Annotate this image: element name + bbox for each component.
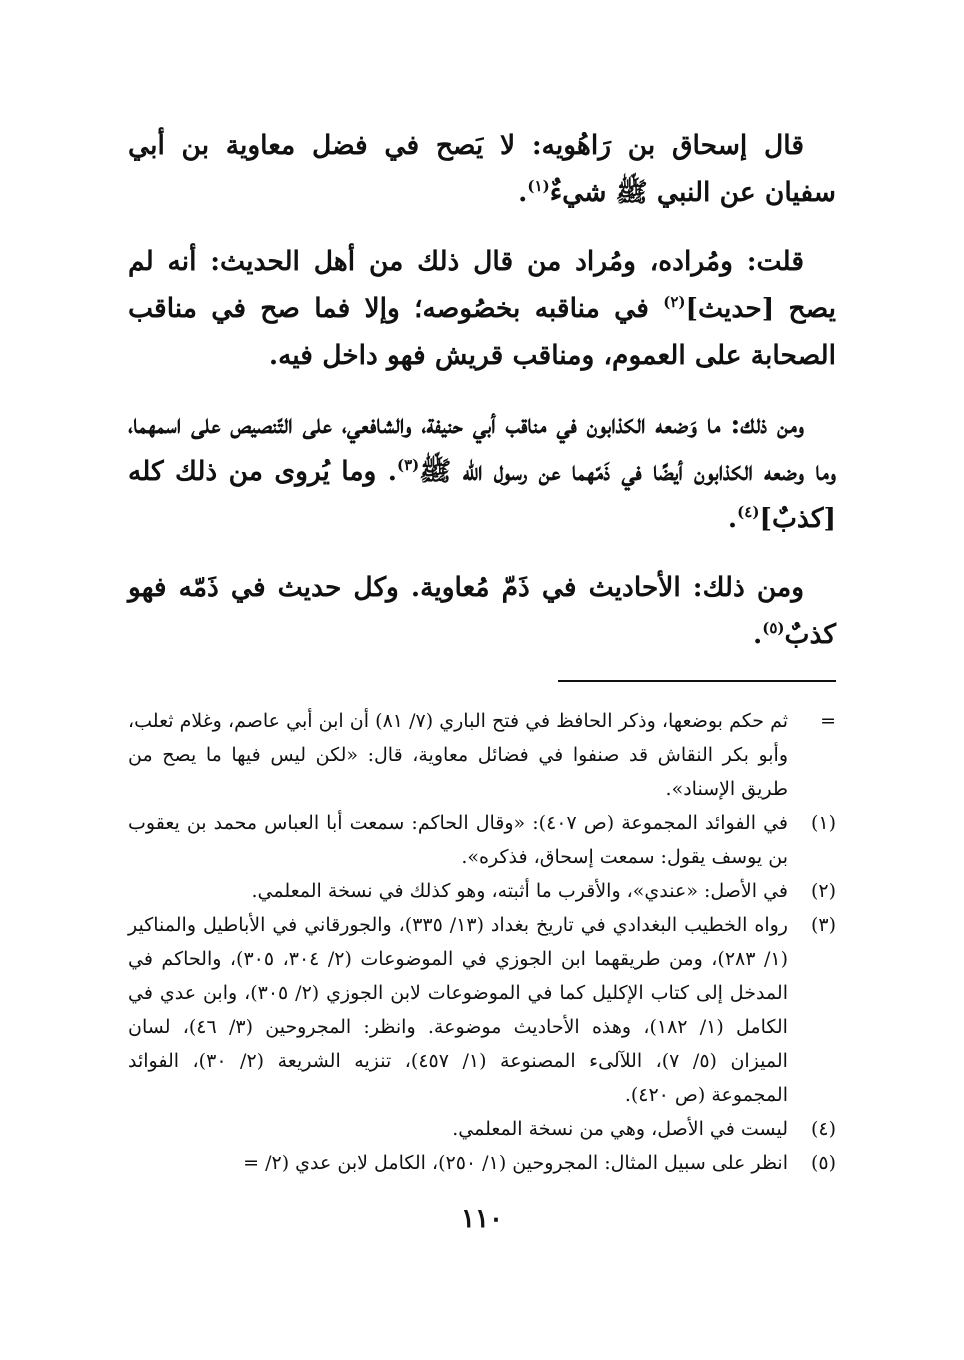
- footnote-text: ليست في الأصل، وهي من نسخة المعلمي.: [452, 1118, 788, 1140]
- paragraph-3-text: ومن ذلك: ما وَضعه الكذابون في مناقب أبي حنيفة، والشافعي، على التّنصيص على اسمهما، وما وضعه الكذابون أيضًا في ذَمّهما عن رسول الله ﷺ: [128, 409, 836, 487]
- paragraph-4: [128, 564, 836, 658]
- footnote-ref-1[interactable]: (١): [527, 177, 550, 196]
- footnote-ref-3[interactable]: (٣): [396, 456, 420, 475]
- footnote-text: رواه الخطيب البغدادي في تاريخ بغداد (١٣/ ٣٣٥)، والجورقاني في الأباطيل والمناكير (١/ ٢٨٣)، ومن طريقهما ابن الجوزي في الموضوعات (٢/ ٣٠٤، ٣٠٥)، والحاكم في المدخل إلى كتاب الإكليل كما في الموضوعات لابن الجوزي (٢/ ٣٠٥)، وابن عدي في الكامل (١/ ١٨٢)، وهذه الأحاديث موضوعة. وانظر: المجروحين (٣/ ٤٦)، لسان الميزان (٥/ ٧)، اللآلىء المصنوعة (١/ ٤٥٧)، تنزيه الشريعة (٢/ ٣٠)، الفوائد المجموعة (ص ٤٢٠).: [128, 914, 789, 1106]
- footnote-continuation: [128, 704, 836, 806]
- footnote-2: [128, 874, 836, 908]
- paragraph-3: [128, 401, 836, 542]
- footnote-3: [128, 908, 836, 1112]
- continuation-text: ثم حكم بوضعها، وذكر الحافظ في فتح الباري (٧/ ٨١) أن ابن أبي عاصم، وغلام ثعلب، وأبو بكر النقاش قد صنفوا في فضائل معاوية، قال: «لكن ليس فيها ما يصح من طريق الإسناد».: [128, 710, 789, 800]
- paragraph-4-text: ومن ذلك: الأحاديث في ذَمّ مُعاوية. وكل حديث في ذَمّه فهو كذبٌ: [128, 572, 836, 650]
- paragraph-1-text: قال إسحاق بن رَاهُويه: لا يَصح في فضل معاوية بن أبي سفيان عن النبي ﷺ شيءٌ: [128, 130, 836, 208]
- paragraph-1-tail: .: [518, 177, 528, 208]
- footnote-5: [128, 1146, 836, 1180]
- paragraph-2-tail: في مناقبه بخصُوصه؛ وإلا فما صح في مناقب الصحابة على العموم، ومناقب قريش فهو داخل فيه.: [128, 293, 836, 371]
- footnote-number: (٥): [810, 1152, 836, 1174]
- paragraph-2: [128, 238, 836, 379]
- footnote-ref-5[interactable]: (٥): [762, 619, 785, 638]
- footnote-number: (٤): [810, 1118, 836, 1140]
- footnote-text: انظر على سبيل المثال: المجروحين (١/ ٢٥٠)، الكامل لابن عدي (٢/ =: [243, 1152, 788, 1174]
- footnote-separator: [558, 680, 836, 682]
- main-text: [128, 122, 836, 658]
- paragraph-3-tail-2: .: [727, 503, 738, 534]
- paragraph-1: [128, 122, 836, 216]
- page-body: [128, 122, 836, 1180]
- paragraph-4-tail: .: [753, 619, 763, 650]
- footnote-number: (٣): [810, 914, 836, 936]
- footnote-4: [128, 1112, 836, 1146]
- paragraph-3-tail: . وما يُروى من ذلك كله [كذبٌ]: [128, 456, 836, 534]
- paragraph-2-text: قلت: ومُراده، ومُراد من قال ذلك من أهل الحديث: أنه لم يصح [حديث]: [128, 246, 837, 324]
- footnote-1: [128, 806, 836, 874]
- page-number: ١١٠: [461, 1204, 503, 1234]
- footnote-ref-4[interactable]: (٤): [737, 503, 760, 522]
- footnote-text: في الأصل: «عندي»، والأقرب ما أثبته، وهو كذلك في نسخة المعلمي.: [251, 880, 788, 902]
- continuation-mark: =: [820, 710, 836, 732]
- footnote-ref-2[interactable]: (٢): [663, 293, 686, 312]
- footnote-number: (٢): [810, 880, 836, 902]
- footnotes: [128, 704, 836, 1180]
- footnote-text: في الفوائد المجموعة (ص ٤٠٧): «وقال الحاكم: سمعت أبا العباس محمد بن يعقوب بن يوسف يقول: سمعت إسحاق، فذكره».: [128, 812, 788, 868]
- footnote-number: (١): [810, 812, 836, 834]
